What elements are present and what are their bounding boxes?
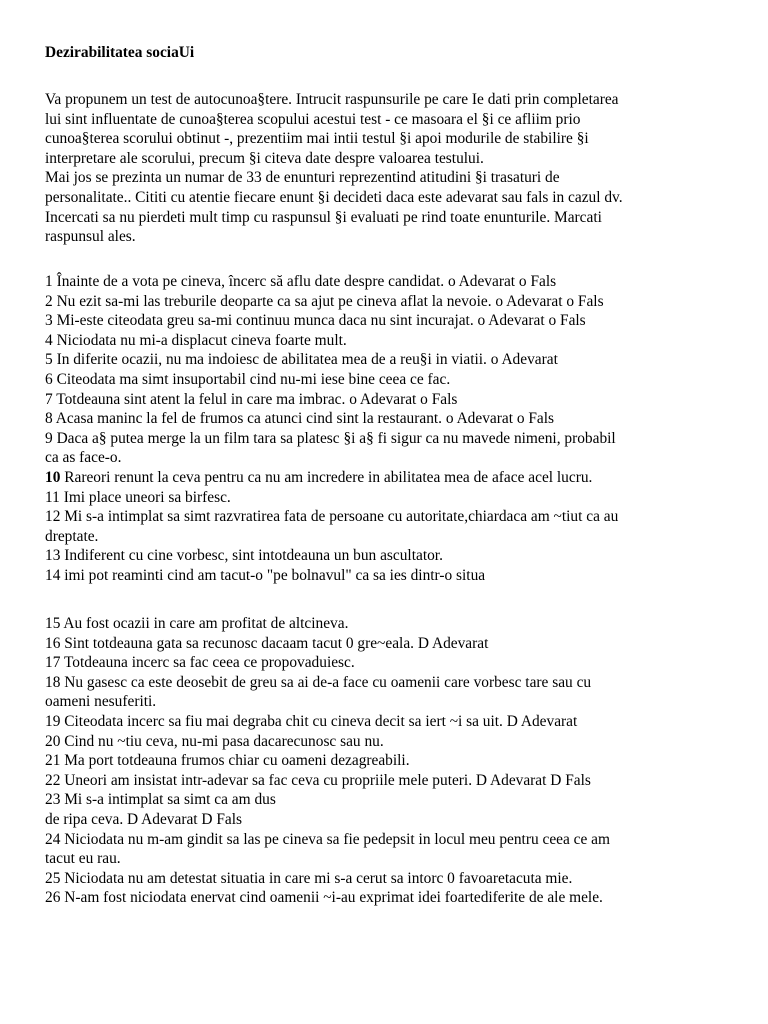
statement-line bbox=[45, 614, 750, 634]
statement-line bbox=[45, 566, 750, 586]
statement-text: Acasa maninc la fel de frumos ca atunci cind sint la restaurant. o Adevarat o Fals bbox=[55, 410, 555, 428]
statement-item bbox=[45, 468, 750, 488]
statement-line bbox=[45, 673, 750, 693]
statement-line bbox=[45, 634, 750, 654]
intro-line: Va propunem un test de autocunoa§tere. Intrucit raspunsurile pe care Ie dati prin completarea bbox=[45, 91, 619, 108]
statement-item bbox=[45, 546, 750, 566]
statement-number: 7 bbox=[45, 390, 53, 408]
statement-text: Totdeauna incerc sa fac ceea ce propovaduiesc. bbox=[63, 654, 355, 672]
statement-number: 8 bbox=[45, 410, 53, 428]
statement-number: 14 bbox=[45, 566, 61, 584]
statement-text: Niciodata nu m-am gindit sa las pe cineva sa fie pedepsit in locul meu pentru ceea ce am bbox=[64, 830, 610, 848]
statement-text: Rareori renunt la ceva pentru ca nu am incredere in abilitatea mea de aface acel lucru. bbox=[64, 468, 593, 486]
statement-item bbox=[45, 869, 750, 889]
statement-number: 15 bbox=[45, 615, 61, 632]
statement-line bbox=[45, 272, 750, 292]
statement-text: Mi s-a intimplat sa simt razvratirea fata de persoane cu autoritate,chiardaca am ~tiut ca au bbox=[64, 508, 619, 526]
statement-number: 22 bbox=[45, 771, 61, 789]
statement-item bbox=[45, 673, 750, 712]
statement-number: 20 bbox=[45, 732, 61, 750]
intro-line: interpretare ale scorului, precum §i citeva date despre valoarea testului. bbox=[45, 149, 484, 167]
statement-number: 13 bbox=[45, 547, 61, 565]
intro-line: Incercati sa nu pierdeti mult timp cu raspunsul §i evaluati pe rind toate enunturile. Marcati bbox=[45, 208, 602, 226]
statement-line bbox=[45, 409, 750, 429]
statement-line bbox=[45, 507, 750, 527]
statement-text: Imi place uneori sa birfesc. bbox=[63, 488, 231, 506]
document-title: Dezirabilitatea sociaUi bbox=[45, 44, 195, 61]
statement-item bbox=[45, 488, 750, 508]
statement-line bbox=[45, 331, 750, 351]
statement-text: oameni nesuferiti. bbox=[45, 693, 157, 711]
statement-line bbox=[45, 390, 750, 410]
statement-item bbox=[45, 272, 750, 292]
statement-text: Daca a§ putea merge la un film tara sa platesc §i a§ fi sigur ca nu mavede nimeni, probabil bbox=[56, 429, 616, 447]
statement-item bbox=[45, 790, 750, 829]
statement-line bbox=[45, 810, 750, 830]
statement-item bbox=[45, 331, 750, 351]
statement-text: tacut eu rau. bbox=[45, 850, 121, 868]
intro-line: lui sint influentate de cunoa§terea scopului acestui test - ce masoara el §i ce afliim prio bbox=[45, 110, 581, 128]
statement-line bbox=[45, 350, 750, 370]
statement-number: 19 bbox=[45, 712, 61, 730]
statement-number: 21 bbox=[45, 752, 61, 770]
statement-item bbox=[45, 311, 750, 331]
statement-line bbox=[45, 732, 750, 752]
statement-number: 5 bbox=[45, 351, 53, 369]
statement-number: 12 bbox=[45, 508, 61, 526]
statement-line bbox=[45, 653, 750, 673]
statement-item bbox=[45, 350, 750, 370]
statement-line bbox=[45, 712, 750, 732]
statement-line bbox=[45, 692, 750, 712]
statement-line bbox=[45, 370, 750, 390]
statement-text: Cind nu ~tiu ceva, nu-mi pasa dacarecunosc sau nu. bbox=[64, 732, 384, 750]
statement-number: 4 bbox=[45, 331, 53, 349]
statement-item bbox=[45, 370, 750, 390]
statement-number: 24 bbox=[45, 830, 61, 848]
statement-text: Nu ezit sa-mi las treburile deoparte ca sa ajut pe cineva aflat la nevoie. o Adevarat o Fals bbox=[56, 292, 604, 310]
statement-text: ca as face-o. bbox=[45, 449, 122, 467]
statement-text: imi pot reaminti cind am tacut-o "pe bolnavul" ca sa ies dintr-o situa bbox=[64, 566, 486, 584]
statement-text: Au fost ocazii in care am profitat de altcineva. bbox=[63, 615, 349, 632]
statement-item bbox=[45, 732, 750, 752]
statement-line bbox=[45, 771, 750, 791]
statement-text: In diferite ocazii, nu ma indoiesc de abilitatea mea de a reu§i in viatii. o Adevarat bbox=[56, 351, 558, 369]
statement-list-part-2 bbox=[45, 614, 750, 908]
statement-text: N-am fost niciodata enervat cind oamenii ~i-au exprimat idei foartediferite de ale mele. bbox=[64, 889, 603, 907]
statement-item bbox=[45, 566, 750, 586]
statement-line bbox=[45, 448, 750, 468]
statement-text: Indiferent cu cine vorbesc, sint intotdeauna un bun ascultator. bbox=[64, 547, 443, 565]
statement-item bbox=[45, 507, 750, 546]
statement-line bbox=[45, 468, 750, 488]
statement-item bbox=[45, 292, 750, 312]
statement-item bbox=[45, 409, 750, 429]
statement-text: Mi-este citeodata greu sa-mi continuu munca daca nu sint incurajat. o Adevarat o Fals bbox=[56, 312, 586, 330]
statement-number: 2 bbox=[45, 292, 53, 310]
statement-text: dreptate. bbox=[45, 527, 99, 545]
intro-paragraph bbox=[45, 90, 745, 247]
intro-line: raspunsul ales. bbox=[45, 228, 136, 246]
statement-line bbox=[45, 429, 750, 449]
statement-text: de ripa ceva. D Adevarat D Fals bbox=[45, 810, 243, 828]
statement-number: 11 bbox=[45, 488, 60, 506]
statement-line bbox=[45, 751, 750, 771]
statement-number: 3 bbox=[45, 312, 53, 330]
statement-item bbox=[45, 653, 750, 673]
statement-number: 18 bbox=[45, 673, 61, 691]
statement-line bbox=[45, 790, 750, 810]
statement-item bbox=[45, 830, 750, 869]
statement-text: Citeodata ma simt insuportabil cind nu-mi iese bine ceea ce fac. bbox=[56, 370, 451, 388]
statement-line bbox=[45, 888, 750, 908]
statement-item bbox=[45, 751, 750, 771]
statement-text: Uneori am insistat intr-adevar sa fac ceva cu propriile mele puteri. D Adevarat D Fals bbox=[64, 771, 591, 789]
statement-line bbox=[45, 292, 750, 312]
statement-number: 10 bbox=[45, 468, 61, 486]
intro-line: cunoa§terea scorului obtinut -, prezentiim mai intii testul §i apoi modurile de stabilire §i bbox=[45, 130, 589, 148]
statement-number: 25 bbox=[45, 869, 61, 887]
statement-line bbox=[45, 488, 750, 508]
statement-line bbox=[45, 830, 750, 850]
statement-item bbox=[45, 634, 750, 654]
statement-text: Citeodata incerc sa fiu mai degraba chit cu cineva decit sa iert ~i sa uit. D Adevarat bbox=[64, 712, 578, 730]
statement-text: Înainte de a vota pe cineva, încerc să aflu date despre candidat. o Adevarat o Fals bbox=[56, 273, 557, 290]
statement-line bbox=[45, 869, 750, 889]
statement-number: 26 bbox=[45, 889, 61, 907]
statement-line bbox=[45, 527, 750, 547]
statement-number: 16 bbox=[45, 634, 61, 652]
statement-item bbox=[45, 429, 750, 468]
statement-number: 1 bbox=[45, 273, 53, 290]
statement-line bbox=[45, 311, 750, 331]
statement-text: Niciodata nu mi-a displacut cineva foarte mult. bbox=[56, 331, 347, 349]
statement-item bbox=[45, 771, 750, 791]
statement-line bbox=[45, 849, 750, 869]
statement-list-part-1 bbox=[45, 272, 750, 586]
statement-number: 23 bbox=[45, 791, 61, 809]
statement-item bbox=[45, 888, 750, 908]
intro-line: Mai jos se prezinta un numar de 33 de enunturi reprezentind atitudini §i trasaturi de bbox=[45, 169, 560, 187]
statement-text: Nu gasesc ca este deosebit de greu sa ai de-a face cu oamenii care vorbesc tare sau cu bbox=[64, 673, 592, 691]
statement-text: Sint totdeauna gata sa recunosc dacaam tacut 0 gre~eala. D Adevarat bbox=[64, 634, 489, 652]
statement-text: Ma port totdeauna frumos chiar cu oameni dezagreabili. bbox=[64, 752, 410, 770]
statement-item bbox=[45, 390, 750, 410]
statement-number: 17 bbox=[45, 654, 61, 672]
statement-line bbox=[45, 546, 750, 566]
statement-text: Mi s-a intimplat sa simt ca am dus bbox=[64, 791, 276, 809]
statement-number: 9 bbox=[45, 429, 53, 447]
statement-text: Totdeauna sint atent la felul in care ma imbrac. o Adevarat o Fals bbox=[56, 390, 458, 408]
statement-number: 6 bbox=[45, 370, 53, 388]
statement-item bbox=[45, 614, 750, 634]
intro-line: personalitate.. Cititi cu atentie fiecare enunt §i decideti daca este adevarat sau fals in cazul dv. bbox=[45, 188, 623, 206]
statement-item bbox=[45, 712, 750, 732]
statement-text: Niciodata nu am detestat situatia in care mi s-a cerut sa intorc 0 favoaretacuta mie. bbox=[64, 869, 573, 887]
